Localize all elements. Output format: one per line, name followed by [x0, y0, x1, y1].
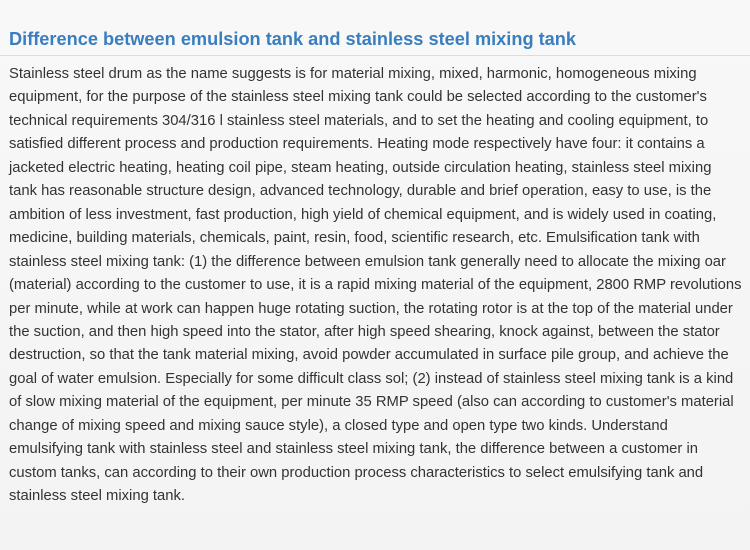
title-bar: [0, 0, 750, 56]
article-title: Difference between emulsion tank and stainless steel mixing tank: [9, 29, 577, 49]
article-body: Stainless steel drum as the name suggests is for material mixing, mixed, harmonic, homogeneous mixing equipment, for the purpose of the stainless steel mixing tank could be selected according to the customer's technical requirements 304/316 l stainless steel materials, and to set the heating and cooling equipment, to satisfied different process and production requirements. Heating mode respectively have four: it contains a jacketed electric heating, heating coil pipe, steam heating, outside circulation heating, stainless steel mixing tank has reasonable structure design, advanced technology, durable and brief operation, easy to use, is the ambition of less investment, fast production, high yield of chemical equipment, and is widely used in coating, medicine, building materials, chemicals, paint, resin, food, scientific research, etc. Emulsification tank with stainless steel mixing tank: (1) the difference between emulsion tank generally need to allocate the mixing oar (material) according to the customer to use, it is a rapid mixing material of the equipment, 2800 RMP revolutions per minute, while at work can happen huge rotating suction, the rotating rotor is at the top of the material under the suction, and then high speed into the stator, after high speed shearing, knock against, between the stator destruction, so that the tank material mixing, avoid powder accumulated in surface pile group, and achieve the goal of water emulsion. Especially for some difficult class sol; (2) instead of stainless steel mixing tank is a kind of slow mixing material of the equipment, per minute 35 RMP speed (also can according to customer's material change of mixing speed and mixing sauce style), a closed type and open type two kinds. Understand emulsifying tank with stainless steel and stainless steel mixing tank, the difference between a customer in custom tanks, can according to their own production process characteristics to select emulsifying tank and stainless steel mixing tank.: [9, 66, 742, 505]
